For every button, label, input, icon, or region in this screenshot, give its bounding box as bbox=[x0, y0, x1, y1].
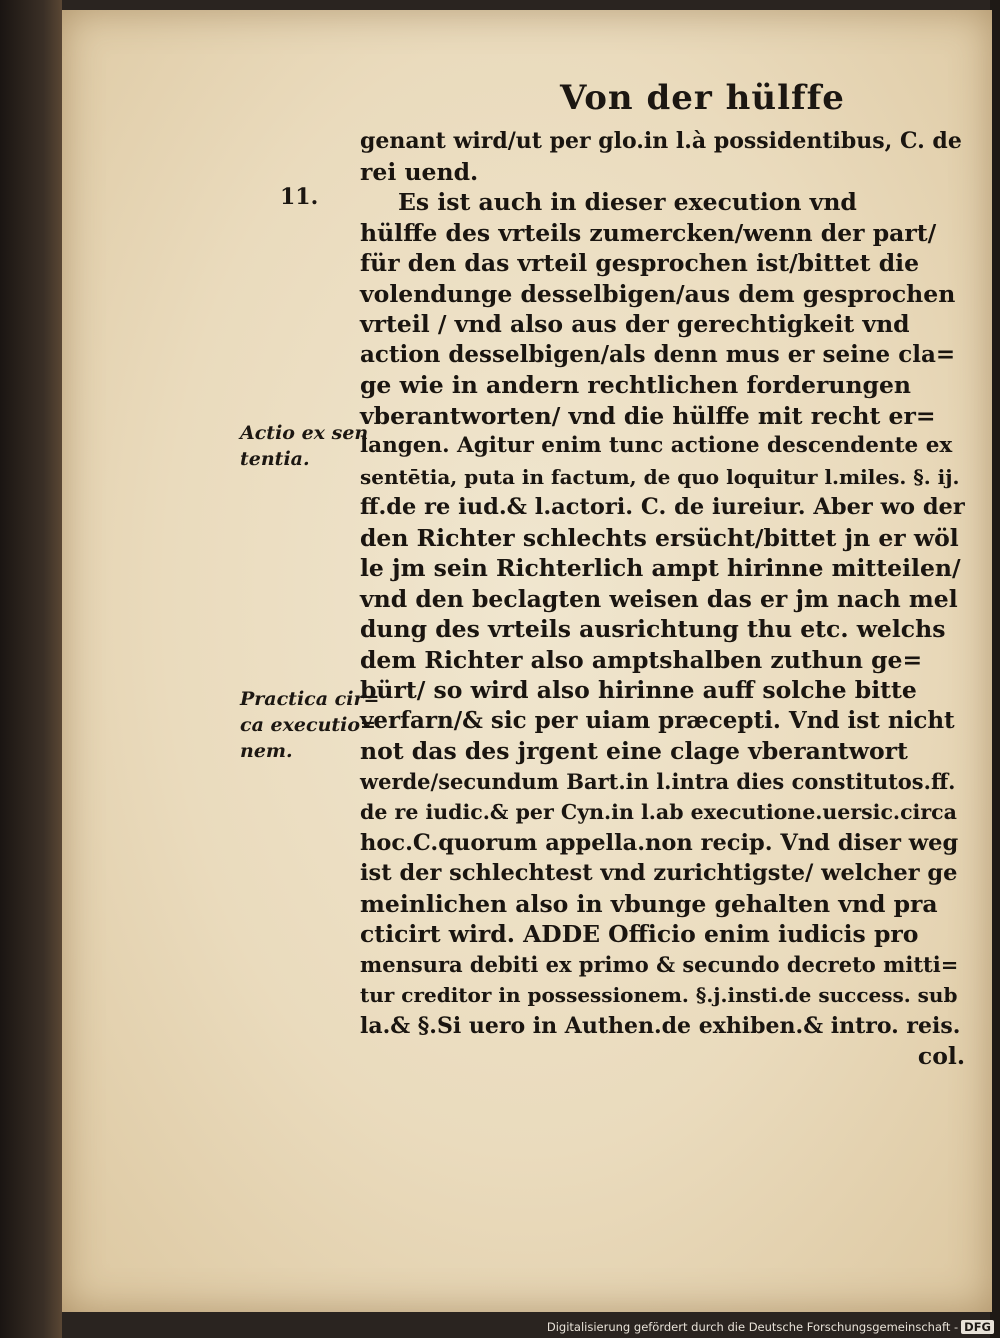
text-line: vnd den beclagten weisen das er jm nach mel bbox=[360, 584, 958, 613]
text-line: den Richter schlechts ersücht/bittet jn er wöl bbox=[360, 523, 959, 552]
text-line: ist der schlechtest vnd zurichtigste/ welcher ge bbox=[360, 860, 958, 886]
text-line: ff.de re iud.& l.actori. C. de iureiur. Aber wo der bbox=[360, 494, 965, 520]
text-line: hülffe des vrteils zumercken/wenn der part/ bbox=[360, 218, 937, 247]
text-line: vberantworten/ vnd die hülffe mit recht er= bbox=[360, 401, 936, 430]
text-line: not das des jrgent eine clage vberantwort bbox=[360, 737, 908, 765]
margin-note-line: ca executio= bbox=[240, 714, 376, 736]
margin-note-line: nem. bbox=[240, 740, 293, 762]
scan-left-margin bbox=[0, 0, 62, 1338]
text-line: genant wird/ut per glo.in l.à possidentibus, C. de bbox=[360, 128, 962, 154]
text-line: hoc.C.quorum appella.non recip. Vnd diser weg bbox=[360, 829, 959, 856]
text-line: cticirt wird. ADDE Officio enim iudicis pro bbox=[360, 920, 919, 948]
text-line: dung des vrteils ausrichtung thu etc. welchs bbox=[360, 615, 946, 643]
text-line: meinlichen also in vbunge gehalten vnd pra bbox=[360, 889, 938, 918]
margin-note-practica bbox=[240, 686, 380, 764]
text-line: langen. Agitur enim tunc actione descendente ex bbox=[360, 433, 953, 458]
text-line: ge wie in andern rechtlichen forderungen bbox=[360, 371, 912, 399]
text-line: volendunge desselbigen/aus dem gesprochen bbox=[360, 279, 956, 308]
text-line: dem Richter also amptshalben zuthun ge= bbox=[360, 645, 923, 674]
catchword: col. bbox=[917, 1042, 965, 1070]
text-line: de re iudic.& per Cyn.in l.ab executione.uersic.circa bbox=[360, 800, 957, 824]
text-line: für den das vrteil gesprochen ist/bittet die bbox=[360, 249, 920, 277]
text-line: le jm sein Richterlich ampt hirinne mitteilen/ bbox=[360, 554, 961, 582]
text-line: bürt/ so wird also hirinne auff solche bitte bbox=[360, 676, 917, 704]
main-text-column bbox=[360, 126, 965, 1072]
text-line: werde/secundum Bart.in l.intra dies constitutos.ff. bbox=[360, 768, 956, 794]
text-line: Es ist auch in dieser execution vnd bbox=[398, 188, 857, 216]
digitization-footer bbox=[547, 1320, 994, 1334]
text-line: verfarn/& sic per uiam præcepti. Vnd ist nicht bbox=[360, 706, 955, 734]
margin-note-actio bbox=[240, 420, 369, 472]
text-line: la.& §.Si uero in Authen.de exhiben.& intro. reis. bbox=[360, 1012, 961, 1039]
text-line: tur creditor in possessionem. §.j.insti.de success. sub bbox=[360, 983, 958, 1007]
text-line: action desselbigen/als denn mus er seine cla= bbox=[360, 340, 956, 368]
margin-note-line: Actio ex sen bbox=[240, 422, 369, 444]
text-line: vrteil / vnd also aus der gerechtigkeit vnd bbox=[360, 310, 910, 338]
margin-note-line: Practica cir= bbox=[240, 688, 380, 710]
margin-note-line: tentia. bbox=[240, 448, 310, 470]
text-line: mensura debiti ex primo & secundo decreto mitti= bbox=[360, 951, 959, 977]
section-number: 11. bbox=[280, 184, 319, 210]
text-line: sentētia, puta in factum, de quo loquitur l.miles. §. ij. bbox=[360, 464, 960, 489]
running-head: Von der hülffe bbox=[560, 78, 845, 118]
dfg-logo: DFG bbox=[961, 1320, 994, 1334]
footer-text: Digitalisierung gefördert durch die Deutsche Forschungsgemeinschaft - bbox=[546, 1320, 959, 1334]
text-line: rei uend. bbox=[360, 157, 479, 186]
